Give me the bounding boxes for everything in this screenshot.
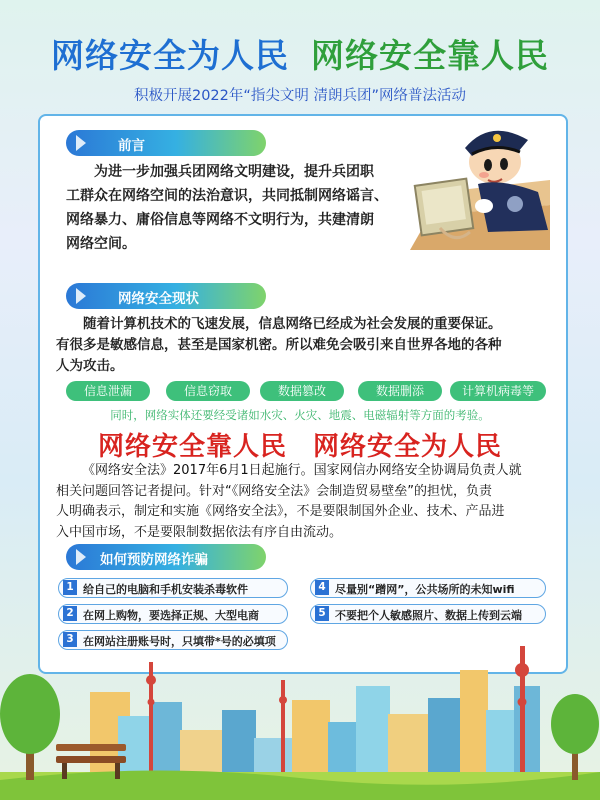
tip-text: 给自己的电脑和手机安装杀毒软件 bbox=[83, 583, 248, 596]
tip-item bbox=[58, 604, 288, 624]
preface-line: 网络暴力、庸俗信息等网络不文明行为，共建清朗 bbox=[66, 212, 374, 228]
tip-item bbox=[310, 604, 546, 624]
hazard-note: 同时，网络实体还要经受诸如水灾、火灾、地震、电磁辐射等方面的考验。 bbox=[110, 408, 490, 422]
tip-text: 在网站注册账号时，只填带*号的必填项 bbox=[83, 635, 276, 648]
preface-line: 工群众在网络空间的法治意识，共同抵制网络谣言、 bbox=[66, 188, 388, 204]
tip-item bbox=[58, 578, 288, 598]
law-text bbox=[56, 461, 556, 543]
status-heading: 网络安全现状 bbox=[118, 291, 199, 307]
slogan-part2: 网络安全为人民 bbox=[313, 432, 503, 462]
tip-number: 1 bbox=[63, 580, 77, 595]
law-line: 人明确表示，制定和实施《网络安全法》，不是要限制国外企业、技术、产品进 bbox=[56, 504, 505, 519]
status-line: 有很多是敏感信息，甚至是国家机密。所以难免会吸引来自世界各地的各种 bbox=[56, 337, 502, 353]
law-line: 《网络安全法》2017年6月1日起施行。国家网信办网络安全协调局负责人就 bbox=[82, 463, 522, 478]
arrow-decor-icon bbox=[76, 549, 86, 565]
preface-header bbox=[66, 130, 266, 156]
law-line: 相关问题回答记者提问。针对“《网络安全法》会制造贸易壁垒”的担忧，负责 bbox=[56, 483, 492, 499]
status-header bbox=[66, 283, 266, 309]
tip-text: 在网上购物，要选择正规、大型电商 bbox=[83, 609, 259, 622]
threat-tags bbox=[66, 381, 554, 403]
slogan bbox=[0, 426, 600, 463]
threat-tag: 计算机病毒等 bbox=[450, 381, 546, 401]
tree-icon bbox=[0, 674, 60, 780]
subtitle: 积极开展2022年“指尖文明 清朗兵团”网络普法活动 bbox=[133, 88, 467, 104]
tip-item bbox=[310, 578, 546, 598]
main-title-part2: 网络安全靠人民 bbox=[311, 36, 549, 75]
arrow-decor-icon bbox=[76, 288, 86, 304]
preface-line: 网络空间。 bbox=[66, 236, 136, 252]
police-cartoon-icon bbox=[400, 120, 560, 260]
tip-text: 不要把个人敏感照片、数据上传到云端 bbox=[335, 609, 522, 622]
tip-text: 尽量别“蹭网”，公共场所的未知wifi bbox=[335, 583, 515, 596]
prevention-heading: 如何预防网络诈骗 bbox=[100, 552, 208, 568]
tip-number: 2 bbox=[63, 606, 77, 621]
threat-tag: 数据篡改 bbox=[260, 381, 344, 401]
preface-text bbox=[66, 160, 406, 256]
status-line: 随着计算机技术的飞速发展，信息网络已经成为社会发展的重要保证。 bbox=[83, 316, 502, 332]
tip-number: 5 bbox=[315, 606, 329, 621]
tip-number: 3 bbox=[63, 632, 77, 647]
tip-number: 4 bbox=[315, 580, 329, 595]
threat-tag: 数据删添 bbox=[358, 381, 442, 401]
slogan-part1: 网络安全靠人民 bbox=[97, 432, 287, 462]
preface-line: 为进一步加强兵团网络文明建设，提升兵团职 bbox=[94, 164, 374, 180]
main-title bbox=[0, 30, 600, 77]
main-title-part1: 网络安全为人民 bbox=[51, 36, 289, 75]
arrow-decor-icon bbox=[76, 135, 86, 151]
law-line: 入中国市场，不是要限制数据依法有序自由流动。 bbox=[56, 524, 343, 540]
status-text bbox=[56, 314, 556, 377]
preface-heading: 前言 bbox=[118, 138, 145, 154]
threat-tag: 信息泄漏 bbox=[66, 381, 150, 401]
status-line: 人为攻击。 bbox=[56, 358, 124, 374]
prevention-header bbox=[66, 544, 266, 570]
threat-tag: 信息窃取 bbox=[166, 381, 250, 401]
city-skyline-illustration bbox=[0, 640, 600, 800]
